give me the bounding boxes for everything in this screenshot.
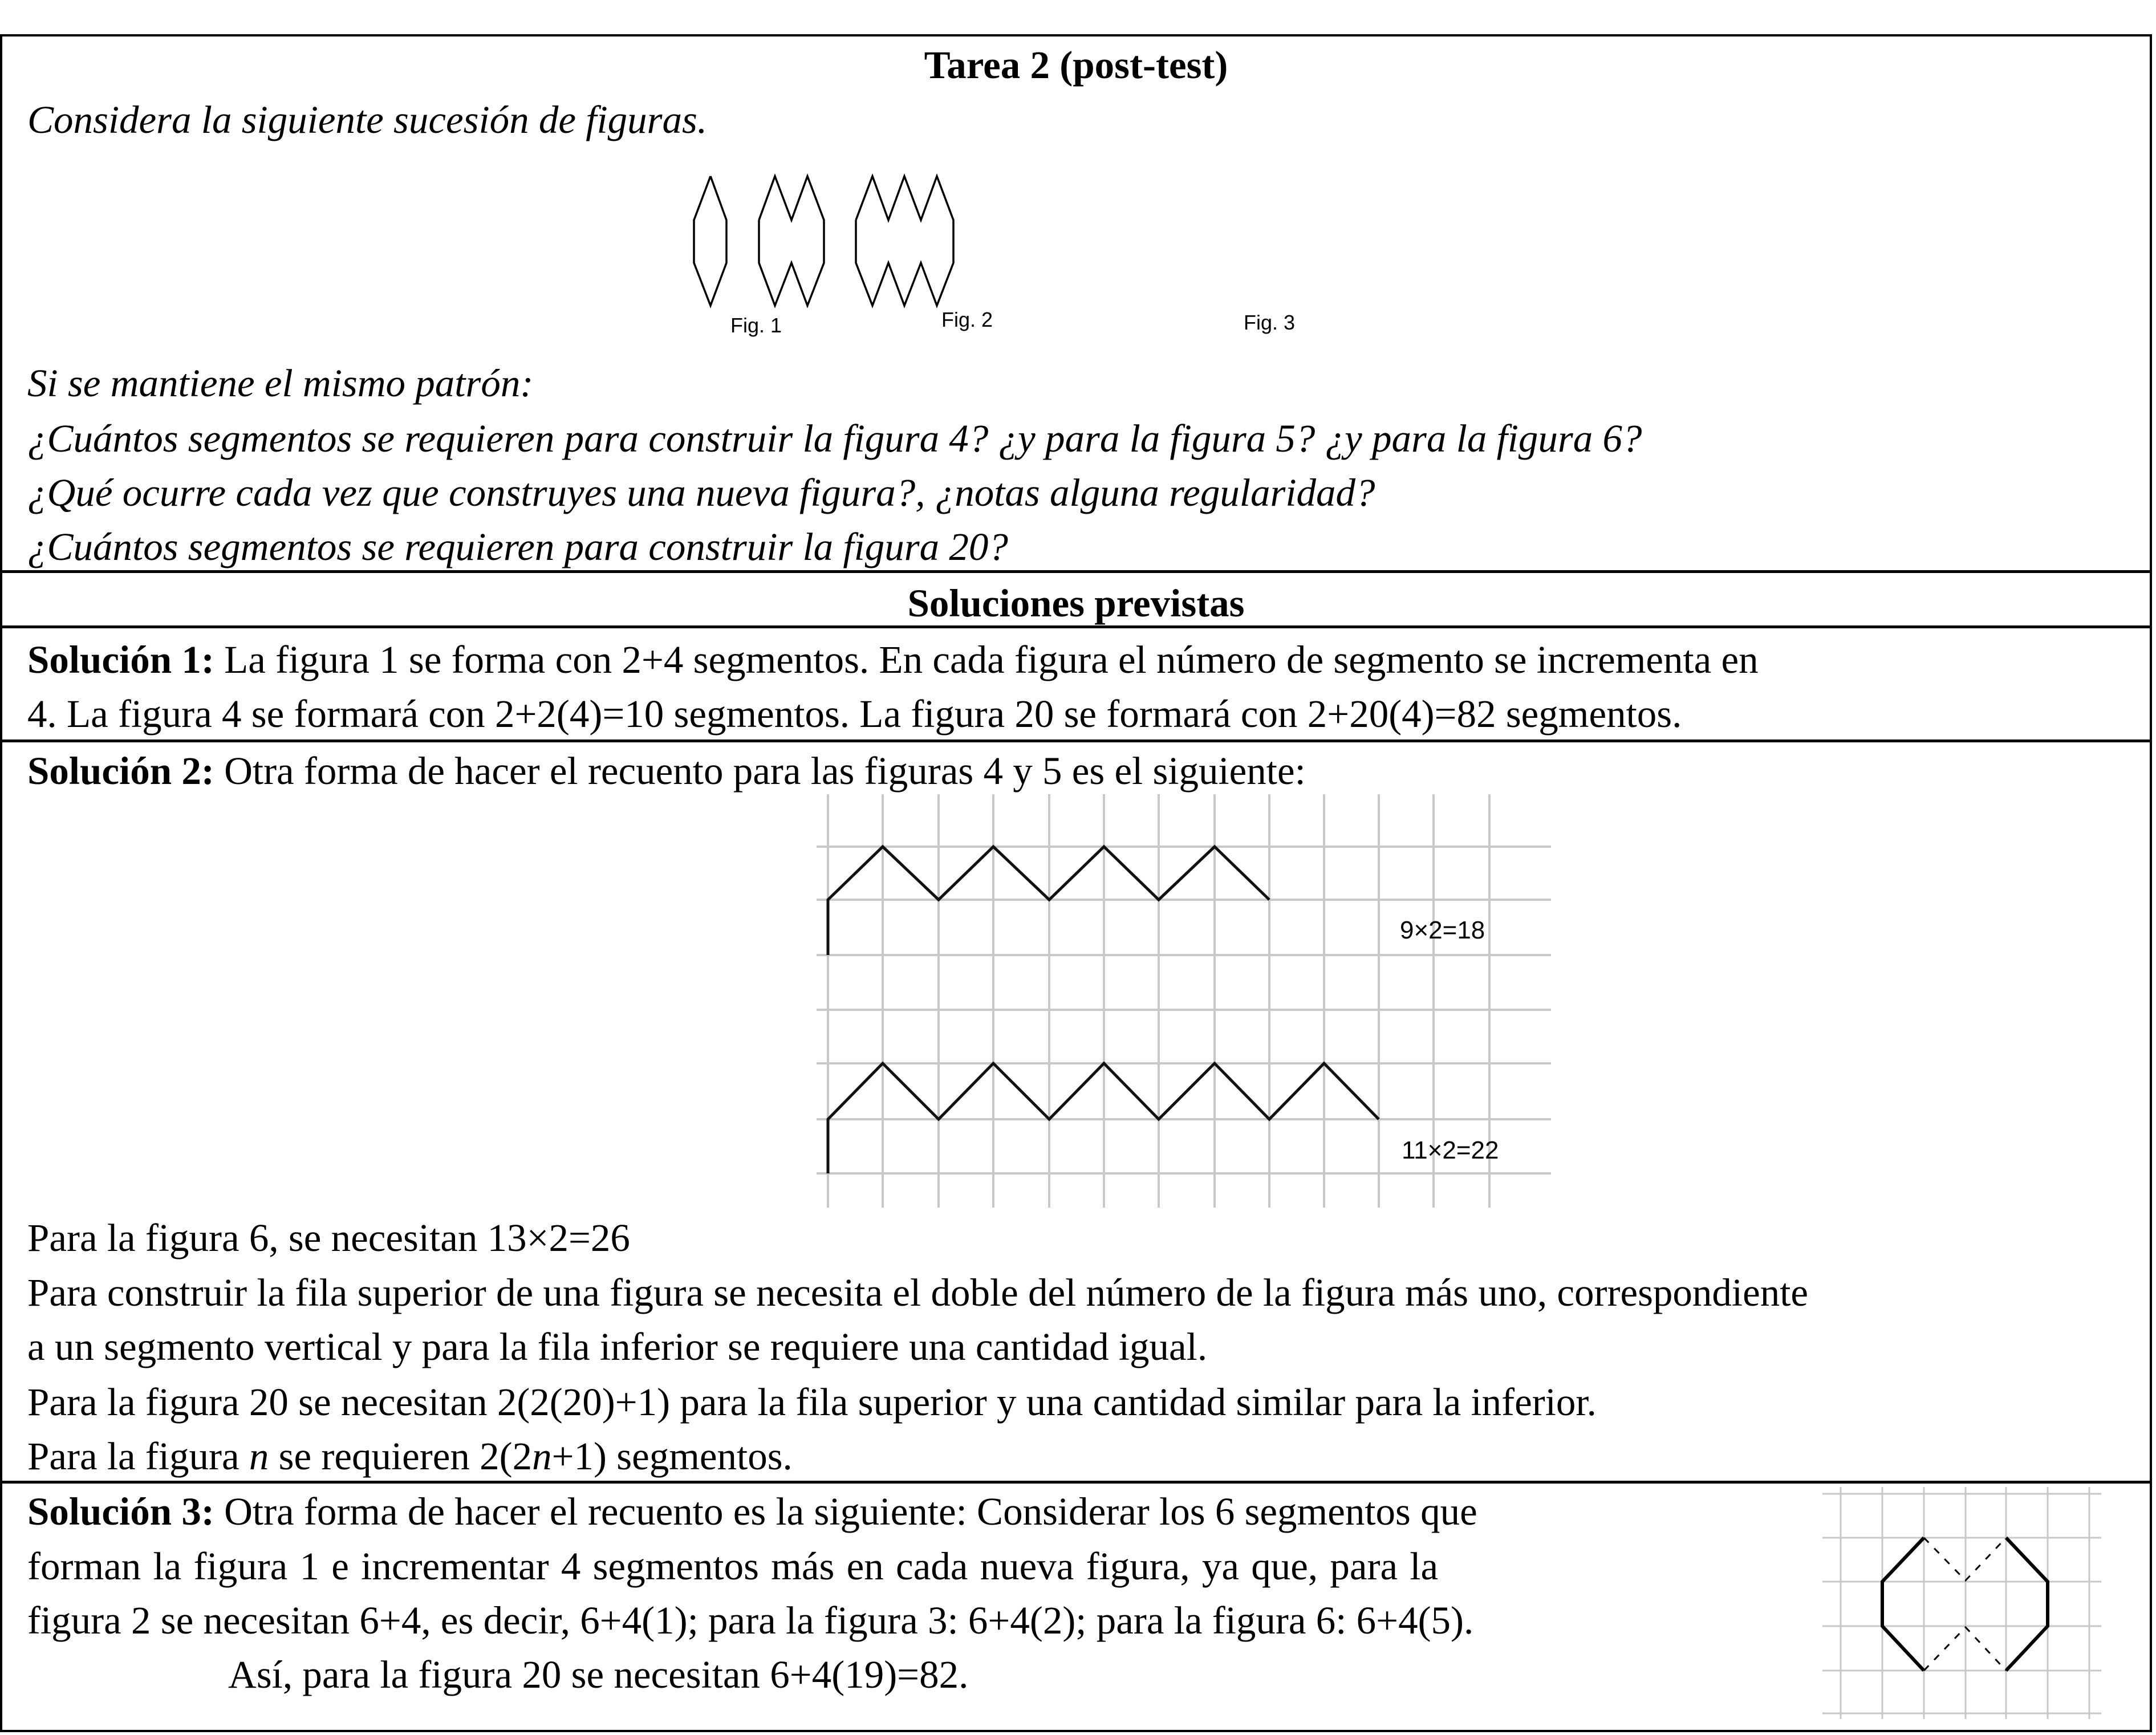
solution3-line1 xyxy=(27,1492,1477,1531)
solution1-label: Solución 1: xyxy=(27,638,214,681)
fig2-shape xyxy=(759,176,824,306)
solution2-intro xyxy=(27,751,1306,791)
task-title: Tarea 2 (post-test) xyxy=(924,43,1228,87)
task-intro: Considera la siguiente sucesión de figuras. xyxy=(27,98,708,141)
figure-sequence xyxy=(0,165,2156,348)
solution2-fig6: Para la figura 6, se necesitan 13×2=26 xyxy=(27,1216,630,1259)
solution3-line4: Así, para la figura 20 se necesitan 6+4(19)=82. xyxy=(228,1653,969,1696)
solution3-line3: figura 2 se necesitan 6+4, es decir, 6+4(1); para la figura 3: 6+4(2); para la figura 6: 6+4(5). xyxy=(27,1599,1474,1642)
hexagon-right-side xyxy=(2006,1538,2048,1671)
task-condition: Si se mantiene el mismo patrón: xyxy=(27,361,534,405)
solution2-explain1: Para construir la fila superior de una figura se necesita el doble del número de la figura más uno, correspondiente xyxy=(27,1271,1809,1314)
fig1-caption: Fig. 1 xyxy=(730,314,782,337)
fig3-shape xyxy=(856,176,953,306)
variable-n: n xyxy=(249,1435,269,1478)
solution3-label: Solución 3: xyxy=(27,1490,214,1533)
general-text: +1) segmentos. xyxy=(551,1435,793,1478)
row-divider xyxy=(0,739,2152,742)
hexagon-left-side xyxy=(1882,1538,1924,1671)
solution2-fig20: Para la figura 20 se necesitan 2(2(20)+1) para la fila superior y una cantidad similar para la inferior. xyxy=(27,1380,1597,1424)
figure5-count-label: 11×2=22 xyxy=(1402,1136,1499,1164)
figure4-count-label: 9×2=18 xyxy=(1400,916,1485,944)
row-divider xyxy=(0,570,2152,573)
solution1-line1 xyxy=(27,640,1759,680)
solution1-line2: 4. La figura 4 se formará con 2+2(4)=10 segmentos. La figura 20 se formará con 2+20(4)=82 segmentos. xyxy=(27,692,1682,736)
variable-n: n xyxy=(532,1435,552,1478)
solution3-grid-diagram xyxy=(1813,1477,2133,1728)
solution2-label: Solución 2: xyxy=(27,749,214,793)
question-1: ¿Cuántos segmentos se requieren para construir la figura 4? ¿y para la figura 5? ¿y para la figura 6? xyxy=(27,417,1642,460)
solution1-text: La figura 1 se forma con 2+4 segmentos. En cada figura el número de segmento se incrementa en xyxy=(214,638,1759,681)
solution2-text: Otra forma de hacer el recuento para las figuras 4 y 5 es el siguiente: xyxy=(214,749,1306,793)
fig1-shape xyxy=(694,176,726,306)
solution2-explain2: a un segmento vertical y para la fila inferior se requiere una cantidad igual. xyxy=(27,1325,1208,1368)
question-2: ¿Qué ocurre cada vez que construyes una nueva figura?, ¿notas alguna regularidad? xyxy=(27,471,1375,514)
fig2-caption: Fig. 2 xyxy=(941,308,993,331)
row-divider xyxy=(0,625,2152,628)
solutions-header: Soluciones previstas xyxy=(907,582,1245,625)
general-text: se requieren 2(2 xyxy=(269,1435,533,1478)
solution3-text: Otra forma de hacer el recuento es la siguiente: Considerar los 6 segmentos que xyxy=(214,1490,1477,1533)
question-3: ¿Cuántos segmentos se requieren para construir la figura 20? xyxy=(27,525,1008,568)
fig3-caption: Fig. 3 xyxy=(1244,311,1296,334)
general-text: Para la figura xyxy=(27,1435,249,1478)
solution3-line2: forman la figura 1 e incrementar 4 segmentos más en cada nueva figura, ya que, para la xyxy=(27,1545,1439,1588)
solution2-general xyxy=(27,1437,793,1476)
